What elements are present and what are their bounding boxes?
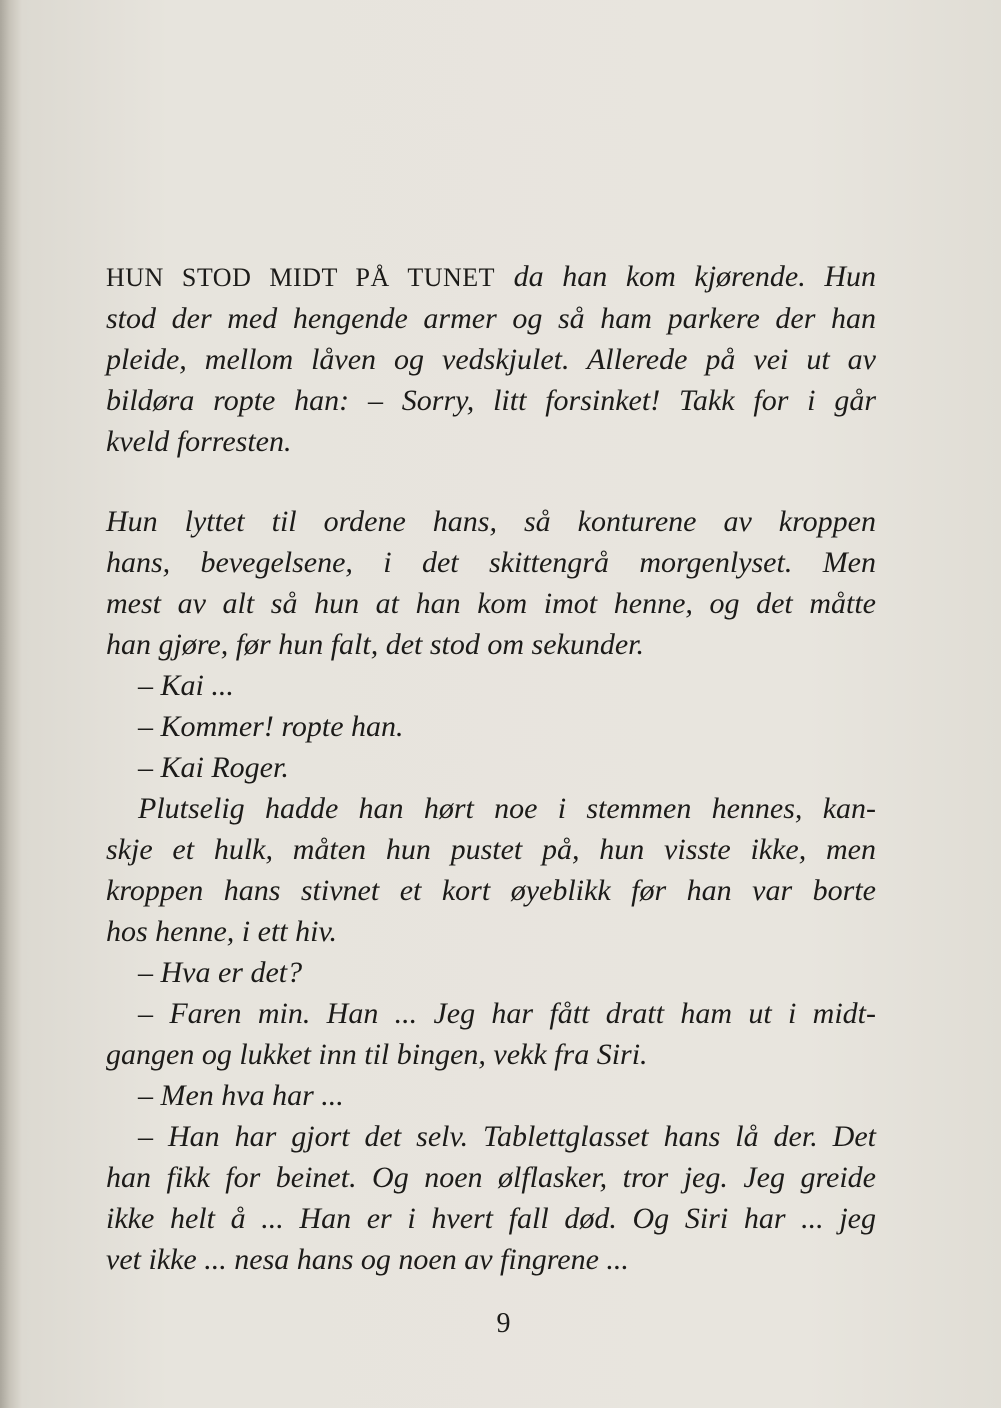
paragraph-2-line-3: mest av alt så hun at han kom imot henne, og det måtte: [106, 587, 876, 620]
paragraph-3-line-3: kroppen hans stivnet et kort øyeblikk før han var borte: [106, 874, 876, 907]
dialogue-line-3: – Kai Roger.: [138, 751, 289, 784]
paragraph-1-line-1-rest: da han kom kjørende. Hun: [495, 260, 876, 293]
paragraph-5-line-2: han fikk for beinet. Og noen ølflasker, tror jeg. Jeg greide: [106, 1161, 876, 1194]
paragraph-3-line-2: skje et hulk, måten hun pustet på, hun visste ikke, men: [106, 833, 876, 866]
section-break: [106, 462, 876, 501]
paragraph-2-line-1: Hun lyttet til ordene hans, så konturene av kroppen: [106, 505, 876, 538]
paragraph-3-line-1: Plutselig hadde han hørt noe i stemmen hennes, kan-: [138, 792, 876, 825]
paragraph-2: [106, 501, 876, 665]
dialogue-line-2: – Kommer! ropte han.: [138, 710, 404, 743]
paragraph-2-line-4: han gjøre, før hun falt, det stod om sekunder.: [106, 628, 645, 661]
dialogue-line-5: – Men hva har ...: [138, 1079, 344, 1112]
paragraph-1-line-3: pleide, mellom låven og vedskjulet. Allerede på vei ut av: [106, 343, 876, 376]
paragraph-2-line-2: hans, bevegelsene, i det skittengrå morgenlyset. Men: [106, 546, 876, 579]
paragraph-5-line-1: – Han har gjort det selv. Tablettglasset hans lå der. Det: [138, 1120, 876, 1153]
paragraph-5-line-4: vet ikke ... nesa hans og noen av fingrene ...: [106, 1243, 629, 1276]
paragraph-1: [106, 256, 876, 462]
paragraph-1-line-2: stod der med hengende armer og så ham parkere der han: [106, 302, 876, 335]
opening-small-caps: HUN STOD MIDT PÅ TUNET: [106, 263, 496, 292]
paragraph-4-line-2: gangen og lukket inn til bingen, vekk fra Siri.: [106, 1038, 648, 1071]
paragraph-1-line-5: kveld forresten.: [106, 425, 292, 458]
book-spine-shadow: [0, 0, 22, 1408]
paragraph-4-line-1: – Faren min. Han ... Jeg har fått dratt ham ut i midt-: [138, 997, 876, 1030]
paragraph-1-line-4: bildøra ropte han: – Sorry, litt forsinket! Takk for i går: [106, 384, 876, 417]
page-body-text: [106, 256, 876, 1280]
paragraph-3-line-4: hos henne, i ett hiv.: [106, 915, 338, 948]
dialogue-line-4: – Hva er det?: [138, 956, 303, 989]
book-page: [22, 0, 1001, 1408]
paragraph-4: [106, 993, 876, 1075]
dialogue-line-1: – Kai ...: [138, 669, 234, 702]
paragraph-5: [106, 1116, 876, 1280]
paragraph-5-line-3: ikke helt å ... Han er i hvert fall død. Og Siri har ... jeg: [106, 1202, 876, 1235]
page-number: 9: [496, 1308, 511, 1339]
paragraph-3: [106, 788, 876, 952]
paragraph-1-line-1: [106, 256, 876, 298]
